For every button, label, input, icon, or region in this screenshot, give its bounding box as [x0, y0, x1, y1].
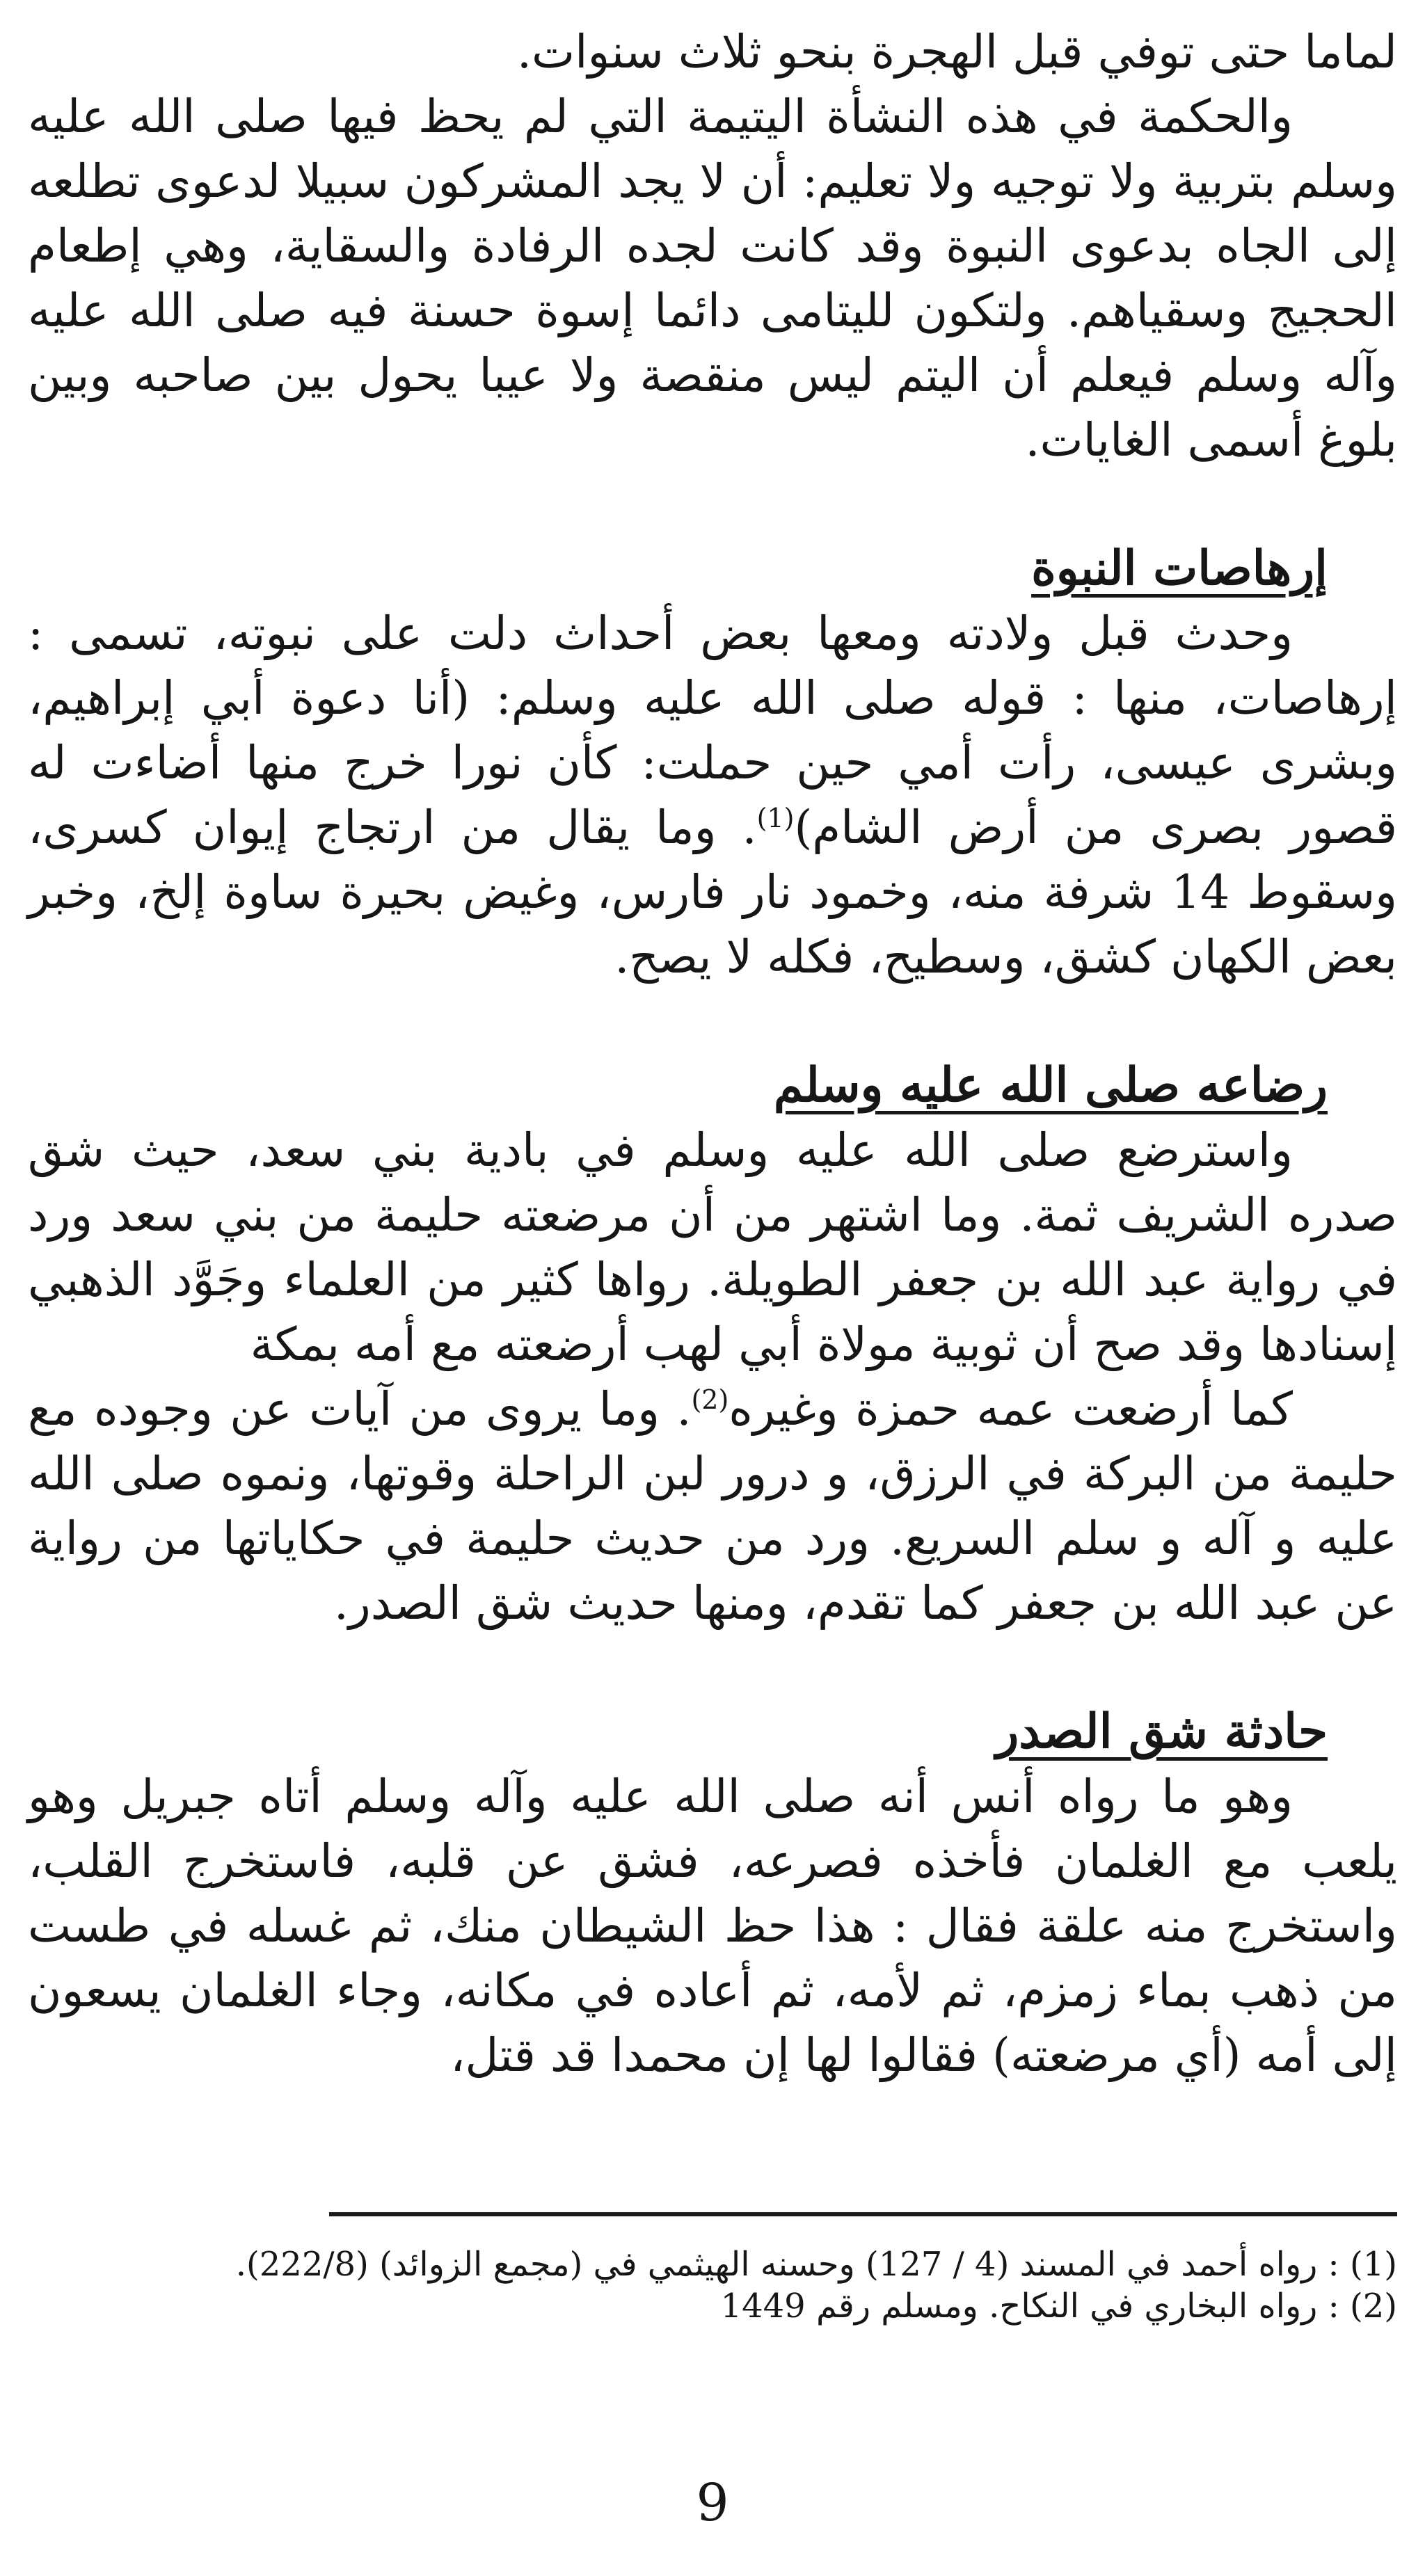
section-heading-irhasat: إرهاصات النبوة — [1031, 541, 1328, 596]
page-body — [28, 19, 1397, 2088]
section-heading-radaa: رضاعه صلى الله عليه وسلم — [773, 1057, 1328, 1113]
radaa-paragraph-2: كما أرضعت عمه حمزة وغيره$^{(2)}$. وما يروى من آيات عن وجوده مع حليمة من البركة في الرزق، و درور لبن الراحلة وقوتها، ونموه صلى الله عليه و آله و سلم السريع. ورد من حديث حليمة في حكاياتها من رواية عن عبد الله بن جعفر كما تقدم، ومنها حديث شق الصدر. — [28, 1382, 1397, 1630]
intro-first-line: لماما حتى توفي قبل الهجرة بنحو ثلاث سنوات. — [517, 25, 1397, 79]
footnote-1: (1) : رواه أحمد في المسند (4 / 127) وحسنه الهيثمي في (مجمع الزوائد) (222/8). — [235, 2245, 1397, 2284]
shaq-alsadr-paragraph: وهو ما رواه أنس أنه صلى الله عليه وآله وسلم أتاه جبريل وهو يلعب مع الغلمان فأخذه فصرعه، فشق عن قلبه، فاستخرج القلب، واستخرج منه علقة فقال : هذا حظ الشيطان منك، ثم غسله في طست من ذهب بماء زمزم، ثم لأمه، ثم أعاده في مكانه، وجاء الغلمان يسعون إلى أمه (أي مرضعته) فقالوا لها إن محمدا قد قتل، — [28, 1770, 1397, 2082]
radaa-paragraph-1: واسترضع صلى الله عليه وسلم في بادية بني سعد، حيث شق صدره الشريف ثمة. وما اشتهر من أن مرضعته حليمة من بني سعد ورد في رواية عبد الله بن جعفر الطويلة. رواها كثير من العلماء وجَوَّد الذهبي إسنادها وقد صح أن ثوبية مولاة أبي لهب أرضعته مع أمه بمكة — [28, 1123, 1397, 1371]
footnote-2: (2) : رواه البخاري في النكاح. ومسلم رقم 1449 — [720, 2287, 1397, 2326]
footnote-divider — [329, 2212, 1397, 2216]
footnote-ref-1: (1) — [756, 803, 795, 833]
page-number: 9 — [696, 2473, 729, 2533]
footnotes — [28, 2243, 1397, 2327]
intro-paragraph: والحكمة في هذه النشأة اليتيمة التي لم يحظ فيها صلى الله عليه وسلم بتربية ولا توجيه ولا تعليم: أن لا يجد المشركون سبيلا لدعوى تطلعه إلى الجاه بدعوى النبوة وقد كانت لجده الرفادة والسقاية، وهي إطعام الحجيج وسقياهم. ولتكون لليتامى دائما إسوة حسنة فيه صلى الله عليه وآله وسلم فيعلم أن اليتم ليس منقصة ولا عيبا يحول بين صاحبه وبين بلوغ أسمى الغايات. — [28, 90, 1397, 467]
footnote-ref-2: (2) — [691, 1384, 729, 1415]
section-heading-shaq-alsadr: حادثة شق الصدر — [996, 1704, 1328, 1759]
irhasat-paragraph: وحدث قبل ولادته ومعها بعض أحداث دلت على نبوته، تسمى : إرهاصات، منها : قوله صلى الله عليه وسلم: (أنا دعوة أبي إبراهيم، وبشرى عيسى، رأت أمي حين حملت: كأن نورا خرج منها أضاءت له قصور بصرى من أرض الشام)$^{(1)}$. وما يقال من ارتجاج إيوان كسرى، وسقوط 14 شرفة منه، وخمود نار فارس، وغيض بحيرة ساوة إلخ، وخبر بعض الكهان كشق، وسطيح، فكله لا يصح. — [28, 607, 1397, 984]
